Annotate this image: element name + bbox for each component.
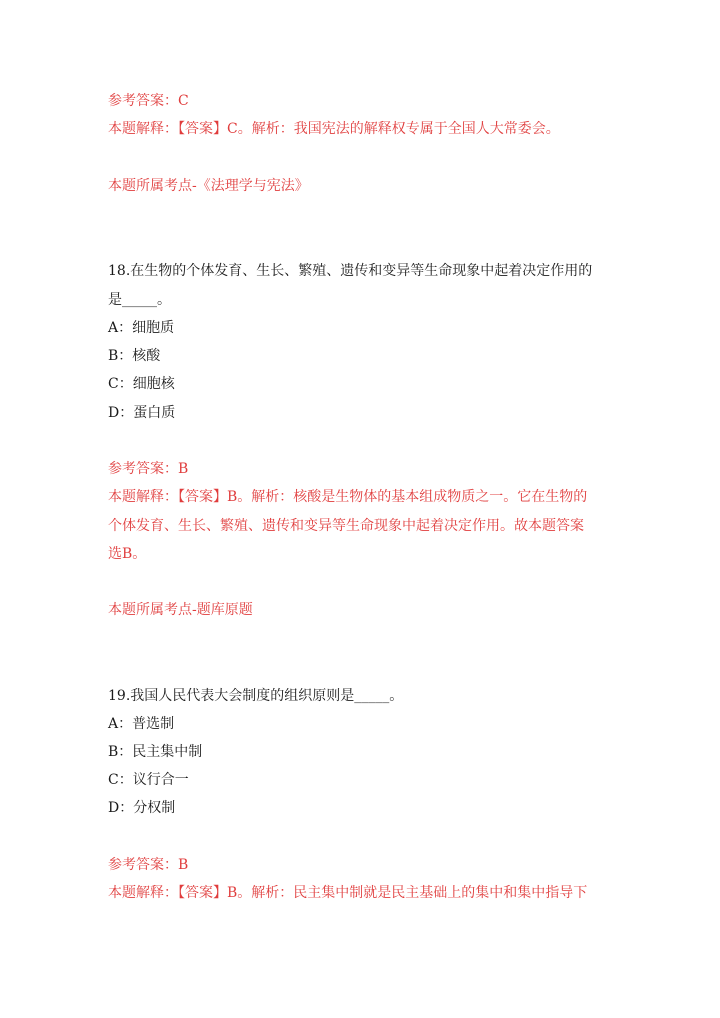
- question-18-option-b: B：核酸: [108, 348, 161, 364]
- question-19-option-d: D：分权制: [108, 800, 176, 816]
- explanation-17: 本题解释：【答案】C。解析：我国宪法的解释权专属于全国人大常委会。: [108, 121, 560, 137]
- question-19-option-a: A：普选制: [108, 716, 175, 732]
- question-18-stem-line1: 18.在生物的个体发育、生长、繁殖、遗传和变异等生命现象中起着决定作用的: [108, 263, 593, 279]
- answer-18: 参考答案：B: [108, 461, 189, 477]
- question-18-stem-line2: 是_____。: [108, 292, 171, 308]
- explanation-19-line1: 本题解释：【答案】B。解析：民主集中制就是民主基础上的集中和集中指导下: [108, 885, 588, 901]
- question-19-option-b: B：民主集中制: [108, 744, 203, 760]
- answer-19: 参考答案：B: [108, 857, 189, 873]
- answer-17: 参考答案：C: [108, 93, 189, 109]
- question-19-stem: 19.我国人民代表大会制度的组织原则是_____。: [108, 688, 404, 704]
- explanation-18-line1: 本题解释：【答案】B。解析：核酸是生物体的基本组成物质之一。它在生物的: [108, 489, 588, 505]
- question-19-option-c: C：议行合一: [108, 772, 189, 788]
- explanation-18-line3: 选B。: [108, 546, 147, 562]
- question-18-option-a: A：细胞质: [108, 320, 175, 336]
- topic-17: 本题所属考点-《法理学与宪法》: [108, 178, 309, 194]
- topic-18: 本题所属考点-题库原题: [108, 602, 253, 618]
- question-18-option-d: D：蛋白质: [108, 405, 176, 421]
- question-18-option-c: C：细胞核: [108, 376, 175, 392]
- explanation-18-line2: 个体发育、生长、繁殖、遗传和变异等生命现象中起着决定作用。故本题答案: [108, 518, 584, 534]
